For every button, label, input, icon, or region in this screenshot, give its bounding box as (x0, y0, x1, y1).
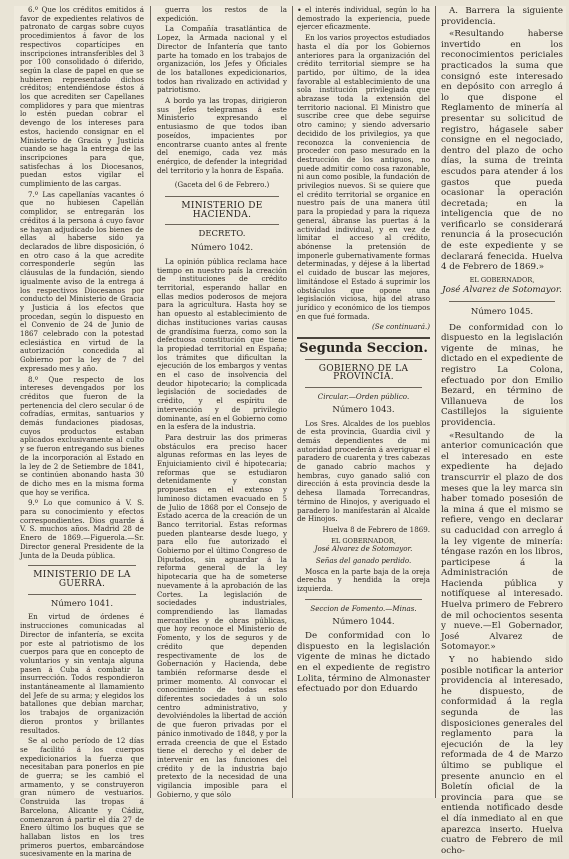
section-heading: GOBIERNO DE LA PROVINCIA. (318, 363, 409, 383)
paragraph: En los varios proyectos estudiados hasta el día por los Gobiernos anteriores para la organización del crédito territorial siempre se ha partido, por último, de la idea favorable al establecimiento de una sola institución privilegiada que abrazase toda la extensión del territorio nacional. El Ministro que suscribe cree que debe seguirse otro camino; y siendo adversario decidido de los privilegios, ya que reconozca la conveniencia de proceder con paso mesurado en la destrucción de los antiguos, no puede admitir como cosa razonable, ni aun como posible, la fundación de privilegios nuevos. Si se quiere que el crédito territorial se organice en nuestro país de una manera útil para la propiedad y para la riqueza general, ábranse las puertas á la actividad individual, y en vez de limitar el acceso al crédito, abónense la pretensión de imponerle gubernativamente formas determinadas, y déjese á la libertad el cuidado de buscar las mejores, limitándose el Estado á suprimir los obstáculos que opone una legislación viciosa, hija del atraso jurídico y económico de los tiempos en que fué formada. (297, 33, 430, 321)
paragraph: 7.º Las capellanías vacantes ó que no hubiesen Capellán complidor, se entregarán los créditos á la persona á cuyo favor se hayan adjudicado los bienes de ellas al haberse sido ya declarados de libre disposición, ó en otro caso á la que acredite corresponderle según las cláusulas de la fundación, siendo igualmente aviso de la entrega á los respectivos Diocesanos por conducto del Ministerio de Gracia y Justicia á los efectos que procedan, según lo dispuesto en el Convenio de 24 de Junio de 1867 celebrado con la potestad eclesiástica en virtud de la autorización concedida al Gobierno por la ley de 7 del expresado mes y año. (20, 189, 144, 373)
paragraph: La opinión pública reclama hace tiempo en nuestro país la creación de instituciones de crédito territorial, esperando hallar en ellas medios poderosos de mejora para la agricultura. Hasta hoy se han opuesto al establecimiento de dichas instituciones varias causas de grandísima fuerza, como son la defectuosa constitución que tiene la propiedad territorial en España; los trámites que dificultan la ejecución de los embargos y ventas en el caso de insolvencia del deudor hipotecario; la complicada legislación de sociedades de crédito, y el espíritu de intervención y de privilegio dominante, así en el Gobierno como en la esfera de la industria. (157, 256, 287, 432)
column-rule (292, 6, 293, 798)
divider (305, 599, 422, 600)
header-mark: • (297, 6, 302, 15)
paragraph: Mosca en la parte baja de la oreja derecha y hendida la oreja izquierda. (297, 566, 430, 594)
divider (28, 565, 136, 566)
signature-title: EL GOBERNADOR, (469, 275, 535, 284)
gazette-citation: (Gaceta del 6 de Febrero.) (174, 180, 270, 190)
divider (305, 359, 422, 360)
paragraph: «Resultando haberse invertido en los reconocimientos periciales practicados la suma que consignó este interesado en depósito con arreglo á lo que dispone el Reglamento de minería al presentar su solicitud de registro, hágasele saber consigne en el negociado, dentro del plazo de ocho días, la suma de treinta escudos para atender á los gastos que pueda ocasionar la operación decretada; en la inteligencia que de no verificarlo se considerará renuncia á la prosecución de este expediente y se declarará fenecida. Huelva 4 de Febrero de 1869.» (441, 29, 563, 273)
paragraph: Para destruir las dos primeras obstáculos era preciso hacer algunas reformas en las leyes de Enjuiciamiento civil é hipotecaria; reformas que se estudiaron detenidamente y constan propuestas en el extenso y luminoso dictamen evacuado en 5 de Julio de 1868 por el Consejo de Estado acerca de la creación de un Banco territorial. Estas reformas pueden plantearse desde luego, y para ello fue autorizado el Gobierno por el último Congreso de Diputados, sin aguardar á la reforma general de la ley hipotecaria que ha de someterse nuevamente á la aprobación de las Cortes. La legislación de sociedades industriales, comprendiendo las llamadas mercantiles y de obras públicas, que hoy reconoce el Ministerio de Fomento, y los de seguros y de crédito que dependen respectivamente de los de Gobernación y Hacienda, debe también reformarse desde el primer momento. Al convocar el conocimiento de todas estas diferentes sociedades á un solo centro administrativo, y devolviéndoles la libertad de acción de que fueron privadas por el pánico inmotivado de 1848, y por la errada creencia de que el Estado tiene el derecho y el deber de intervenir en las funciones del crédito y de la industria bajo pretexto de la necesidad de una vigilancia imposible para el Gobierno, y que sólo (157, 432, 287, 799)
subheading: Señas del ganado perdido. (315, 556, 412, 566)
signature-name: José Alvarez de Sotomayor. (314, 544, 413, 554)
article-number: Número 1042. (190, 243, 254, 254)
signature-title: EL GOBERNADOR, (331, 536, 396, 545)
subheading: Seccion de Fomento.—Minas. (310, 603, 417, 613)
paragraph: 8.º Que respecto de los intereses devengados por los créditos que fueron de la pertenencia del clero secular ó de cofradías, ermitas, santuarios y demás fundaciones piadosas, cuyos productos estaban aplicados exclusivamente al culto y se fueron entregando sus bienes de la incorporación al Estado en la ley de 2 de Setiembre de 1841, se continúen abonando hasta 30 de dicho mes en la misma forma que hoy se verifica. (20, 374, 144, 497)
paragraph: Se al ocho período de 12 días se facilitó á los cuerpos expedicionarios la fuerza que necesitaban para ponerlos en pie de guerra; se les cambió el armamento, y se construyeron gran número de vestuarios. Construida las tropas á Barcelona, Alicante y Cádiz, comenzaron á partir el día 27 de Enero último los buques que se hallaban listos en los tres primeros puertos, embarcándose sucesivamente en la marina de (20, 736, 144, 859)
newspaper-page (14, 5, 566, 859)
paragraph: el interés individual, según lo ha demostrado la experiencia, puede ejercer eficazmente. (297, 5, 430, 32)
paragraph: A bordo ya las tropas, dirigieron sus Jefes telegramas á este Ministerio expresando el entusiasmo de que todos iban poseídos, impacientes por encontrarse cuanto antes al frente del enemigo, cada vez más enérgico, de defender la integridad del territorio y la honra de España. (157, 96, 287, 175)
column-rule (150, 6, 151, 798)
column-4 (441, 6, 563, 856)
paragraph: Y no habiendo sido posible notificar la anterior providencia al interesado, he dispuesto, de conformidad á la regla segunda de las disposiciones generales del reglamento para la ejecución de la ley reformada de 4 de Marzo último se publique el presente anuncio en el Boletín oficial de la provincia para que se entienda notificado desde el día inmediato al en que aparezca inserto. Huelva cuatro de Febrero de mil ocho- (441, 655, 563, 856)
divider (305, 387, 422, 388)
column-2 (157, 6, 287, 798)
continued-note: (Se continuará.) (371, 322, 430, 332)
paragraph: 6.º Que los créditos emitidos á favor de expedientes relativos de patronato de cargas sobre cuyos procedimientos á favor de los respectivos copartícipes en inscripciones intransferibles del 3 por 100 consolidado ó diferido, según la clase de papel en que se hubieren representado dichos créditos; entendiéndose éstos á los que acrediten ser Capellanes complidores y para que mientras lo estén puedan cobrar el devengo de los intereses para estos, haciendo consignar en el Ministerio de Gracia y Justicia cuando se haga la entrega de las inscripciones para que, satisfechas á los Diocesanos, puedan estos vigilar el cumplimiento de las cargas. (20, 5, 144, 189)
article-number: Número 1043. (332, 404, 395, 415)
section-title: Segunda Seccion. (299, 341, 428, 357)
divider (165, 224, 279, 225)
dateline: Huelva 8 de Febrero de 1869. (322, 524, 430, 534)
divider (165, 196, 279, 197)
column-3 (297, 6, 430, 798)
paragraph: A. Barrera la siguiente providencia. (441, 6, 563, 27)
paragraph: La Compañía trasatlántica de Lopez, la Armada nacional y el Director de Infantería que tanto parte ha tomado en los trabajos de organización, los Jefes y Oficiales de los batallones expedicionarios, todos han rivalizado en actividad y patriotismo. (157, 24, 287, 95)
article-number: Número 1044. (332, 616, 395, 627)
signature-name: José Alvarez de Sotomayor. (442, 285, 562, 296)
decree-label: DECRETO. (198, 229, 246, 240)
paragraph: guerra los restos de la expedición. (157, 5, 287, 23)
article-number: Número 1045. (470, 307, 534, 318)
circular-label: Circular.—Orden público. (317, 392, 410, 402)
section-heading: MINISTERIO DE HACIENDA. (181, 201, 263, 220)
paragraph: 9.º Lo que comunico á V. S. para su conocimiento y efectos correspondientes. Dios guarde á V. S. muchos años. Madrid 28 de Enero de 1869.—Figuerola.—Sr. Director general Presidente de la Junta de la Deuda pública. (20, 498, 144, 560)
paragraph: De conformidad con lo dispuesto en la legislación vigente de minas he dictado en el expediente de registro Lolita, término de Almonaster efectuado por don Eduardo (297, 631, 430, 695)
paragraph: De conformidad con lo dispuesto en la legislación vigente de minas, he dictado en el expediente de registro La Colona, efectuado por don Emilio Bezard, en término de Villanueva de los Castillejos la siguiente providencia. (441, 322, 563, 428)
paragraph: «Resultando de la anterior comunicación que el interesado en este expediente ha dejado transcurrir el plazo de dos meses que la ley marca sin haber tomado posesión de la mina á que el mismo se refiere, vengo en declarar su caducidad con arreglo á la ley vigente de minería: téngase razón en los libros, participese á la Administración de Hacienda pública y notifíquese al interesado. Huelva primero de Febrero de mil ochocientos sesenta y nueve.—El Gobernador, José Alvarez de Sotomayor.» (441, 430, 563, 653)
article-number: Número 1041. (50, 598, 114, 609)
column-rule (435, 6, 436, 798)
paragraph: En virtud de órdenes é instrucciones comunicadas al Director de infantería, se excita por este al patriotismo de los cuerpos para que en concepto de voluntarios y sin ventaja alguna pasen á Cuba á combatir la insurrección. Todos respondieron instantáneamente al llamamiento del Jefe de su arma; y elegidos los batallones que debían marchar, los trabajos de organización dieron prontos y brillantes resultados. (20, 612, 144, 735)
paragraph: Los Sres. Alcaldes de los pueblos de esta provincia, Guardia civil y demás dependientes de mi autoridad procederán á averiguar el paradero de cuarenta y tres cabezas de ganado cabrío machos y hembras, cuyo ganado salió con dirección á esta provincia desde la dehesa llamada Torrecandras, término de Hinojos, y averiguado el paradero lo manifestarán al Alcalde de Hinojos. (297, 418, 430, 524)
divider (28, 594, 136, 595)
divider (297, 337, 430, 339)
column-1 (20, 5, 144, 859)
divider (449, 301, 555, 302)
section-heading: MINISTERIO DE LA GUERRA. (33, 570, 131, 589)
